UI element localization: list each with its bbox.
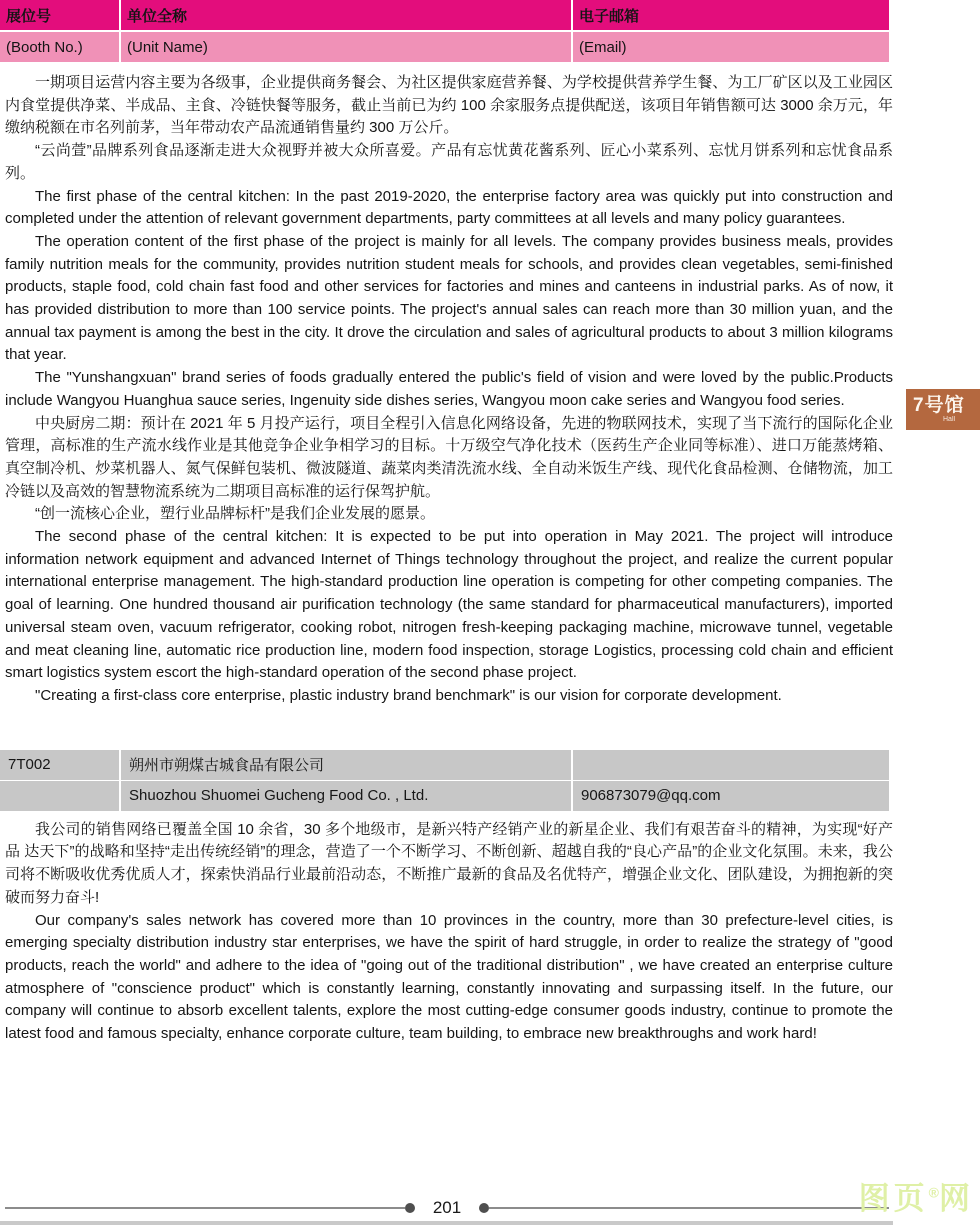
header-unit-en: (Unit Name) — [121, 32, 571, 62]
page-bottom-edge — [0, 1221, 893, 1225]
watermark-text-right: 网 — [939, 1181, 974, 1216]
paragraph-en-vision: "Creating a first-class core enterprise, plastic industry brand benchmark" is our vision for corporate development. — [35, 686, 782, 704]
footer-dot-right — [479, 1203, 489, 1213]
exhibitor-text-block — [5, 811, 893, 1046]
paragraph-en-operation: The operation content of the first phase of the project is mainly for all levels. The company provides business meals, provides family nutrition meals for the community, provides nutrition student meals for schools, and provides clean vegetables, semi-finished products, staple food, cold chain fast food and other services for factories and mines and canteens in industrial parks. As of now, it has provided distribution to more than 100 service points. The project's annual sales can reach more than 30 million yuan, and the annual tax payment is among the best in the city. It drove the circulation and sales of agricultural products to about 3 million kilograms that year. — [5, 232, 893, 364]
booth-cell-empty — [0, 781, 119, 811]
unit-name-zh: 朔州市朔煤古城食品有限公司 — [121, 750, 571, 780]
header-booth-zh: 展位号 — [0, 0, 119, 30]
email-cell-empty — [573, 750, 889, 780]
paragraph-en-phase1: The first phase of the central kitchen: In the past 2019-2020, the enterprise factory area was quickly put into construction and completed under the attention of relevant government departments, party committees at all levels and many policy guarantees. — [5, 187, 893, 228]
footer-rule-left — [5, 1207, 405, 1209]
hall-7-tab — [906, 389, 980, 430]
watermark — [859, 1173, 974, 1218]
paragraph-cn-brand: “云尚萱”品牌系列食品逐渐走进大众视野并被大众所喜爱。产品有忘忧黄花酱系列、匠心小菜系列、忘忧月饼系列和忘忧食品系列。 — [5, 142, 893, 182]
booth-number: 7T002 — [0, 750, 119, 780]
paragraph-cn-vision: “创一流核心企业，塑行业品牌标杆”是我们企业发展的愿景。 — [35, 505, 435, 523]
hall-tab-sublabel: Hall — [943, 416, 956, 423]
page-number: 201 — [432, 1198, 462, 1217]
header-table — [0, 0, 889, 62]
footer-dot-left — [405, 1203, 415, 1213]
hall-tab-label: 7号馆 — [913, 395, 965, 416]
header-unit-zh: 单位全称 — [121, 0, 571, 30]
header-booth-en: (Booth No.) — [0, 32, 119, 62]
intro-text-block — [0, 62, 980, 1046]
paragraph-en-company: Our company's sales network has covered more than 10 provinces in the country, more than 30 prefecture-level cities, is emerging specialty distribution industry star enterprises, we have the spirit of hard struggle, in order to realize the strategy of "good products, reach the world" and adhere to the idea of "going out of the traditional distribution" , we have created an enterprise culture atmosphere of "conscience product" which is constantly learning, constantly innovating and surpassing itself. In the future, our company will continue to absorb excellent talents, explore the most cutting-edge consumer goods industry, continue to promote the latest food and famous specialty, enhance corporate culture, team building, to embrace new breakthroughs and work hard! — [5, 911, 893, 1043]
paragraph-cn-phase1: 一期项目运营内容主要为各级事，企业提供商务餐会、为社区提供家庭营养餐、为学校提供营养学生餐、为工厂矿区以及工业园区内食堂提供净菜、半成品、主食、冷链快餐等服务，截止当前已为约 100 余家服务点提供配送，该项目年销售额可达 3000 余万元，年缴纳税额在市名列前茅，当年带动农产品流通销售量约 300 万公斤。 — [5, 74, 893, 137]
header-email-en: (Email) — [573, 32, 889, 62]
email-value: 906873079@qq.com — [573, 781, 889, 811]
watermark-reg-mark: ® — [928, 1184, 939, 1201]
page-footer — [0, 1198, 889, 1218]
exhibitor-entry-table — [0, 750, 889, 811]
paragraph-en-phase2: The second phase of the central kitchen: It is expected to be put into operation in May 2021. The project will introduce information network equipment and advanced Internet of Things technology throughout the project, and realize the current popular international enterprise management. The high-standard production line operation is competing for other competing companies. The goal of learning. One hundred thousand air purification technology (the same standard for pharmaceutical manufacturers), imported universal steam oven, vacuum refrigerator, cooking robot, nitrogen fresh-keeping packaging machine, microwave tunnel, vegetable and meat cleaning line, automatic rice production line, modern food inspection, storage Logistics, processing cold chain and efficient smart logistics system escort the high-standard operation of the second phase project. — [5, 528, 893, 682]
paragraph-cn-company: 我公司的销售网络已覆盖全国 10 余省，30 多个地级市，是新兴特产经销产业的新星企业、我们有艰苦奋斗的精神，为实现“好产品 达天下”的战略和坚持“走出传统经销”的理念，营造了一个不断学习、不断创新、超越自我的“良心产品”的企业文化氛围。未来，我公司将不断吸收优秀优质人才，探索快消品行业最前沿动态，不断推广最新的食品及名优特产，增强企业文化、团队建设，为拥抱新的突破而努力奋斗! — [5, 820, 893, 906]
unit-name-en: Shuozhou Shuomei Gucheng Food Co. , Ltd. — [121, 781, 571, 811]
footer-rule-right — [489, 1207, 889, 1209]
watermark-text-left: 图页 — [858, 1181, 929, 1216]
paragraph-en-brand: The "Yunshangxuan" brand series of foods gradually entered the public's field of vision and were loved by the public.Products include Wangyou Huanghua sauce series, Ingenuity side dishes series, Wangyou moon cake series and Wangyou food series. — [5, 369, 893, 409]
header-email-zh: 电子邮箱 — [573, 0, 889, 30]
paragraph-cn-phase2: 中央厨房二期：预计在 2021 年 5 月投产运行，项目全程引入信息化网络设备，先进的物联网技术，实现了当下流行的国际化企业管理，高标准的生产流水线作业是其他竞争企业争相学习的目标。十万级空气净化技术（医药生产企业同等标准）、进口万能蒸烤箱、真空制冷机、炒菜机器人、氮气保鲜包装机、微波隧道、蔬菜肉类清洗流水线、全自动米饭生产线、现代化食品检测、仓储物流，加工冷链以及高效的智慧物流系统为二期项目高标准的运行保驾护航。 — [5, 414, 893, 500]
